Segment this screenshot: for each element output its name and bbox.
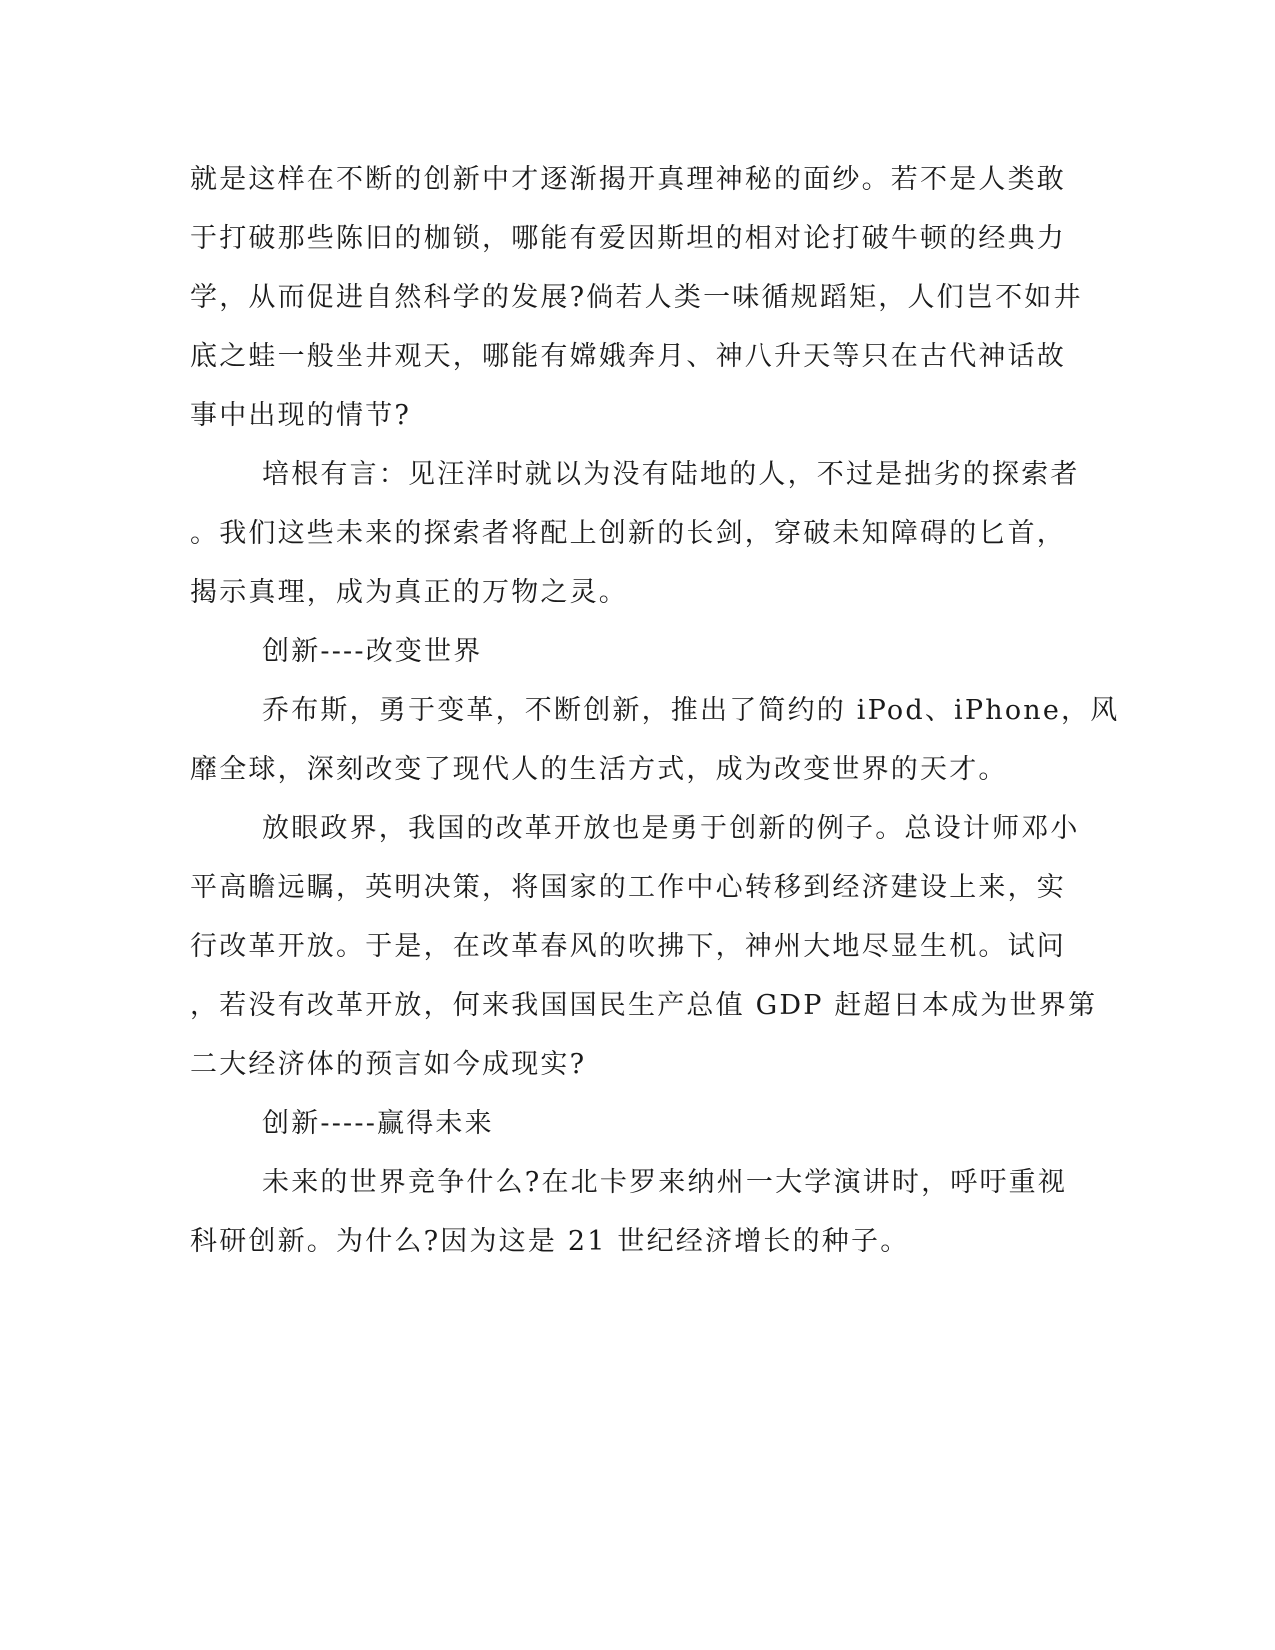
- text-line: 于打破那些陈旧的枷锁，哪能有爱因斯坦的相对论打破牛顿的经典力: [190, 223, 1066, 254]
- section-heading: 创新-----赢得未来: [262, 1108, 494, 1139]
- text-line: 培根有言：见汪洋时就以为没有陆地的人，不过是拙劣的探索者: [262, 459, 1080, 490]
- text-line: ，若没有改革开放，何来我国国民生产总值 GDP 赶超日本成为世界第: [190, 990, 1098, 1021]
- section-heading: 创新----改变世界: [262, 636, 483, 667]
- text-line: 就是这样在不断的创新中才逐渐揭开真理神秘的面纱。若不是人类敢: [190, 164, 1066, 195]
- text-line: 靡全球，深刻改变了现代人的生活方式，成为改变世界的天才。: [190, 754, 1008, 785]
- text-line: 。我们这些未来的探索者将配上创新的长剑，穿破未知障碍的匕首，: [190, 518, 1066, 549]
- text-line: 学，从而促进自然科学的发展?倘若人类一味循规蹈矩，人们岂不如井: [190, 282, 1083, 313]
- text-line: 行改革开放。于是，在改革春风的吹拂下，神州大地尽显生机。试问: [190, 931, 1066, 962]
- text-line: 乔布斯，勇于变革，不断创新，推出了简约的 iPod、iPhone，风: [262, 695, 1120, 726]
- text-line: 底之蛙一般坐井观天，哪能有嫦娥奔月、神八升天等只在古代神话故: [190, 341, 1066, 372]
- text-line: 事中出现的情节?: [190, 400, 412, 431]
- text-line: 二大经济体的预言如今成现实?: [190, 1049, 587, 1080]
- text-line: 揭示真理，成为真正的万物之灵。: [190, 577, 628, 608]
- text-line: 平高瞻远瞩，英明决策，将国家的工作中心转移到经济建设上来，实: [190, 872, 1066, 903]
- text-line: 未来的世界竞争什么?在北卡罗来纳州一大学演讲时，呼吁重视: [262, 1167, 1068, 1198]
- text-line: 科研创新。为什么?因为这是 21 世纪经济增长的种子。: [190, 1226, 910, 1257]
- text-line: 放眼政界，我国的改革开放也是勇于创新的例子。总设计师邓小: [262, 813, 1080, 844]
